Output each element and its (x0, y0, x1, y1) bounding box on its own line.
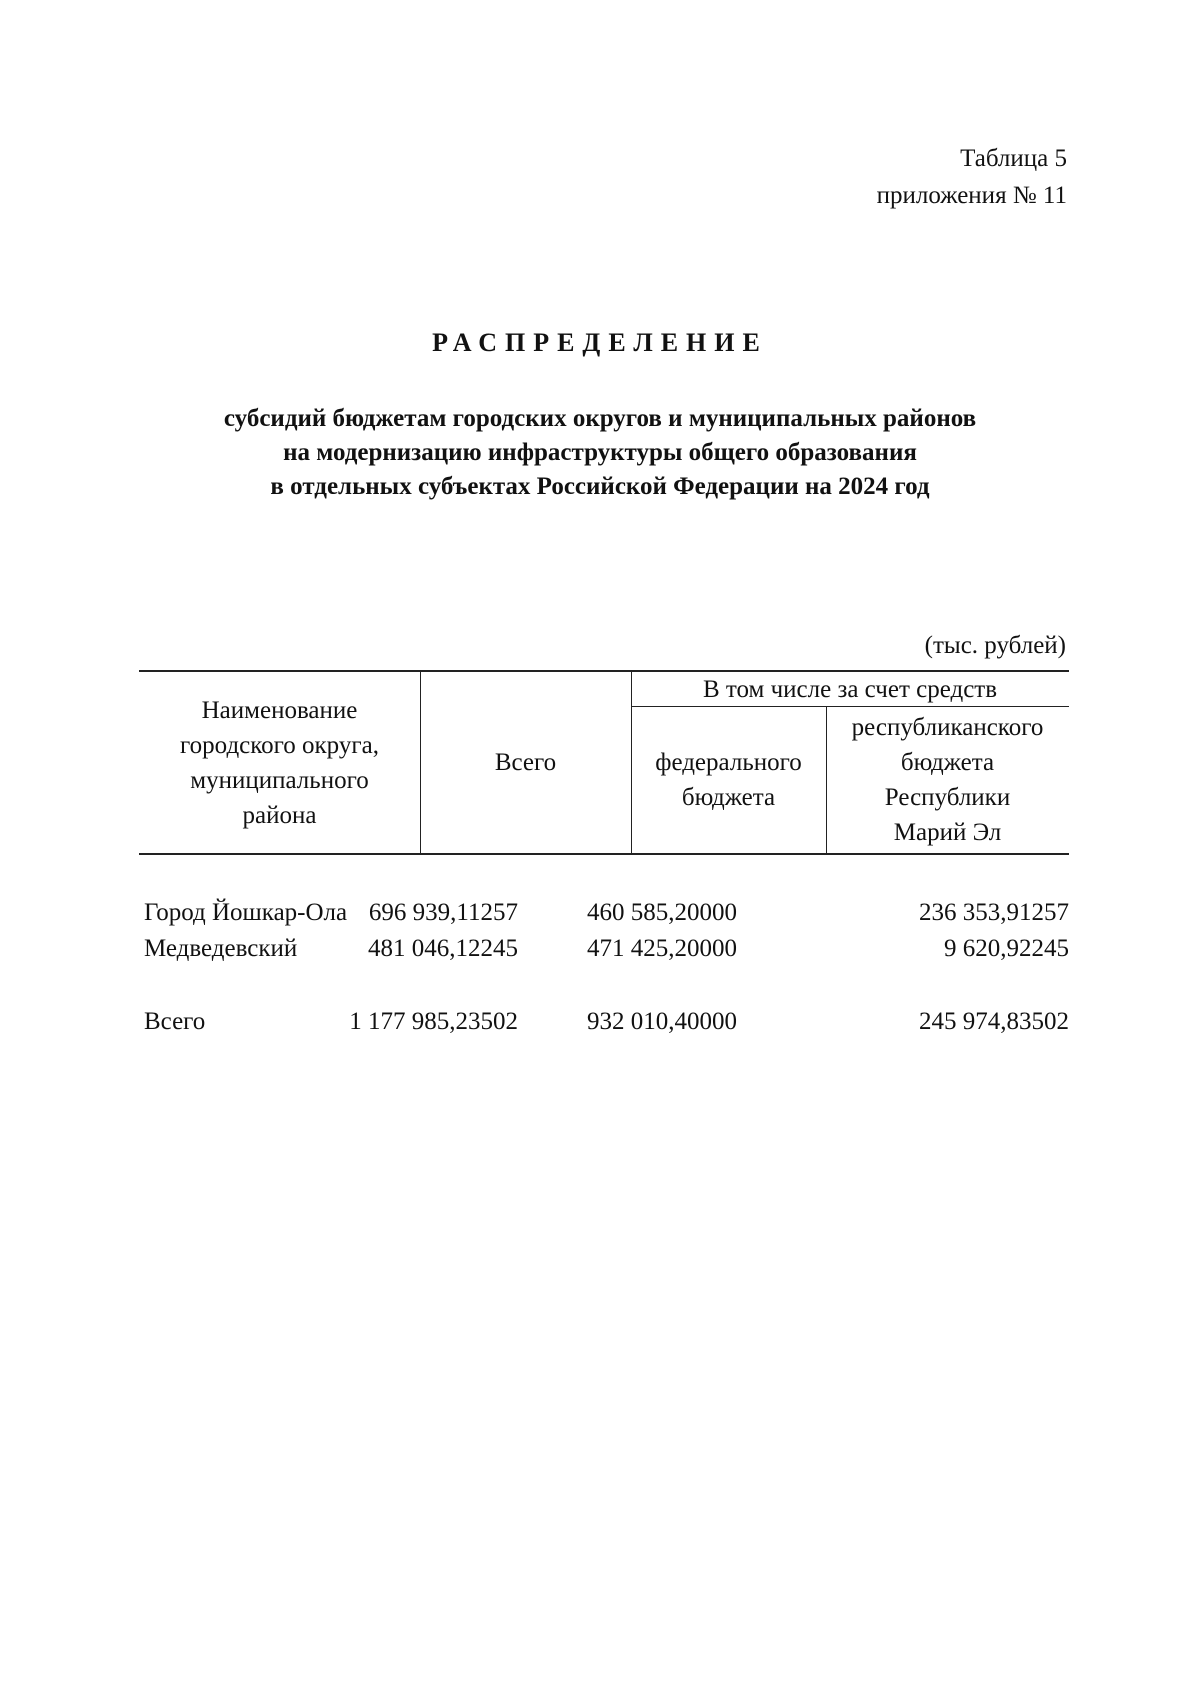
appendix-reference: приложения № 11 (876, 182, 1067, 209)
page-reference (877, 140, 1067, 214)
table-header (139, 670, 1069, 855)
subtitle-line: субсидий бюджетам городских округов и муниципальных районов (223, 405, 977, 432)
row-federal: 460 585,20000 (587, 899, 737, 926)
row-total: 481 046,12245 (368, 935, 518, 962)
document-subtitle (0, 402, 1200, 504)
row-total: 696 939,11257 (368, 899, 518, 926)
header-republic-column: республиканского бюджета Республики Марий Эл (851, 713, 1044, 846)
table-row (139, 895, 1069, 931)
table-summary-row (139, 1004, 1069, 1040)
header-federal-column: федерального бюджета (655, 748, 802, 811)
summary-republic: 245 974,83502 (919, 1008, 1069, 1035)
table-number: Таблица 5 (960, 145, 1067, 172)
header-total-column: Всего (494, 749, 557, 776)
summary-total: 1 177 985,23502 (349, 1008, 518, 1035)
subtitle-line: в отдельных субъектах Российской Федерации на 2024 год (270, 473, 930, 500)
row-republic: 9 620,92245 (944, 935, 1069, 962)
summary-federal: 932 010,40000 (587, 1008, 737, 1035)
units-note: (тыс. рублей) (924, 632, 1066, 659)
row-federal: 471 425,20000 (587, 935, 737, 962)
header-group-label: В том числе за счет средств (702, 675, 998, 703)
header-name-column: Наименование городского округа, муниципального района (180, 696, 379, 829)
row-name: Город Йошкар-Ола (144, 899, 348, 926)
document-heading: РАСПРЕДЕЛЕНИЕ (432, 328, 768, 357)
summary-name: Всего (144, 1008, 206, 1035)
subtitle-line: на модернизацию инфраструктуры общего образования (283, 439, 917, 466)
table-row (139, 931, 1069, 967)
row-name: Медведевский (144, 935, 298, 962)
row-republic: 236 353,91257 (919, 899, 1069, 926)
